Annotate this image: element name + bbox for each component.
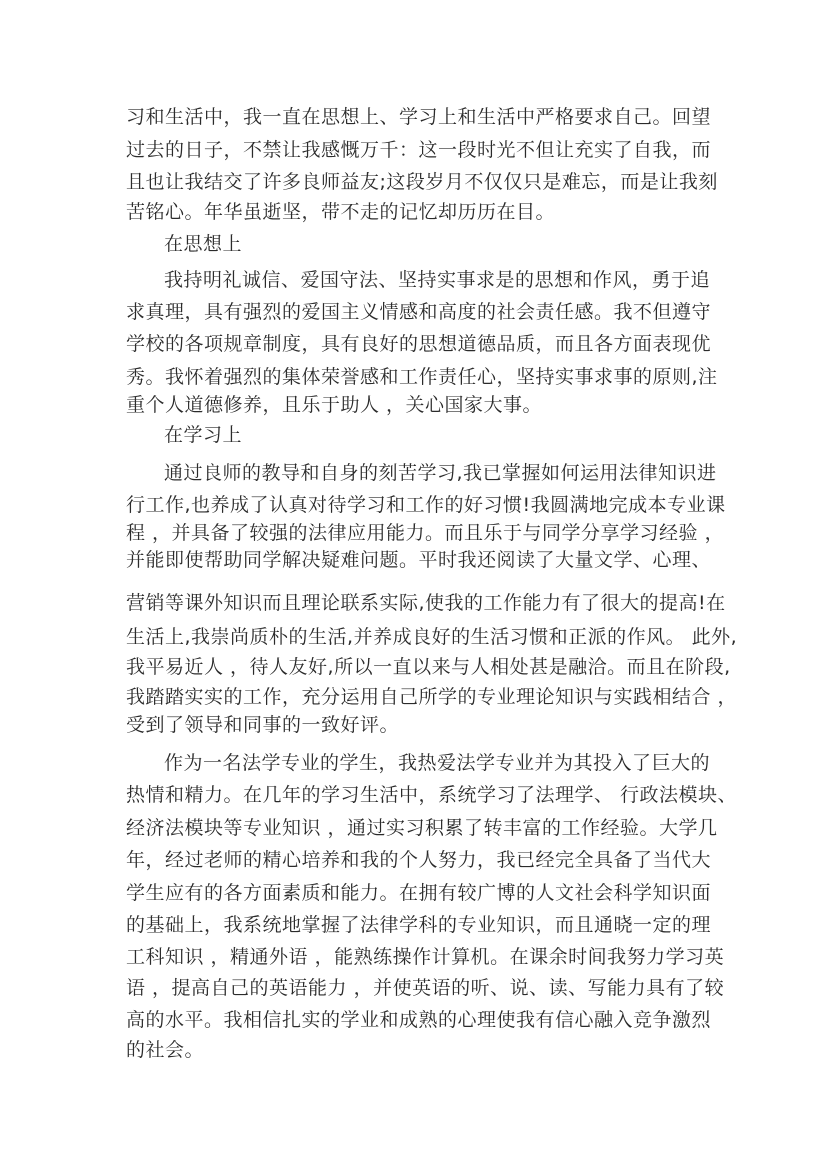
text-line: 的社会。 xyxy=(126,1039,205,1061)
text-line: 热情和精力。在几年的学习生活中，系统学习了法理学、 行政法模块、 xyxy=(126,784,738,806)
text-line: 过去的日子，不禁让我感慨万千：这一段时光不但让充实了自我，而 xyxy=(126,139,712,161)
text-line: 高的水平。我相信扎实的学业和成熟的心理使我有信心融入竞争激烈 xyxy=(126,1009,712,1031)
section-heading: 在思想上 xyxy=(164,233,243,255)
text-line: 行工作,也养成了认真对待学习和工作的好习惯!我圆满地完成本专业课 xyxy=(126,494,726,516)
text-line: 受到了领导和同事的一致好评。 xyxy=(126,714,400,736)
text-line: 且也让我结交了许多良师益友;这段岁月不仅仅只是难忘，而是让我刻 xyxy=(126,171,718,193)
text-line: 我持明礼诚信、爱国守法、坚持实事求是的思想和作风，勇于追 xyxy=(164,269,711,291)
text-line: 习和生活中，我一直在思想上、学习上和生活中严格要求自己。回望 xyxy=(126,106,712,128)
text-line: 我平易近人 ，待人友好,所以一直以来与人相处甚是融洽。而且在阶段, xyxy=(126,656,731,678)
text-line: 苦铭心。年华虽逝坚，带不走的记忆却历历在目。 xyxy=(126,201,556,223)
text-line: 语 ，提高自己的英语能力 ，并使英语的听、说、读、写能力具有了较 xyxy=(126,977,725,999)
text-line: 学校的各项规章制度，具有良好的思想道德品质，而且各方面表现优 xyxy=(126,333,712,355)
text-line: 我踏踏实实的工作，充分运用自己所学的专业理论知识与实践相结合 ， xyxy=(126,686,738,708)
text-line: 工科知识 ，精通外语 ，能熟练操作计算机。在课余时间我努力学习英 xyxy=(126,946,725,968)
text-line: 生活上,我崇尚质朴的生活,并养成良好的生活习惯和正派的作风。 此外, xyxy=(126,626,738,648)
text-line: 重个人道德修养，且乐于助人 ，关心国家大事。 xyxy=(126,394,543,416)
text-line: 经济法模块等专业知识 ，通过实习积累了转丰富的工作经验。大学几 xyxy=(126,817,718,839)
text-line: 求真理，具有强烈的爱国主义情感和高度的社会责任感。我不但遵守 xyxy=(126,301,712,323)
text-line: 的基础上，我系统地掌握了法律学科的专业知识，而且通晓一定的理 xyxy=(126,914,712,936)
text-line: 营销等课外知识而且理论联系实际,使我的工作能力有了很大的提高!在 xyxy=(126,592,726,614)
section-heading: 在学习上 xyxy=(164,424,243,446)
text-line: 年，经过老师的精心培养和我的个人努力，我已经完全具备了当代大 xyxy=(126,849,712,871)
text-line: 并能即使帮助同学解决疑难问题。平时我还阅读了大量文学、心理、 xyxy=(126,549,712,571)
text-line: 学生应有的各方面素质和能力。在拥有较广博的人文社会科学知识面 xyxy=(126,882,712,904)
text-line: 程 ，并具备了较强的法律应用能力。而且乐于与同学分享学习经验 ， xyxy=(126,522,725,544)
text-line: 秀。我怀着强烈的集体荣誉感和工作责任心，坚持实事求事的原则,注 xyxy=(126,366,718,388)
text-line: 作为一名法学专业的学生，我热爱法学专业并为其投入了巨大的 xyxy=(164,752,711,774)
text-line: 通过良师的教导和自身的刻苦学习,我已掌握如何运用法律知识进 xyxy=(164,462,717,484)
